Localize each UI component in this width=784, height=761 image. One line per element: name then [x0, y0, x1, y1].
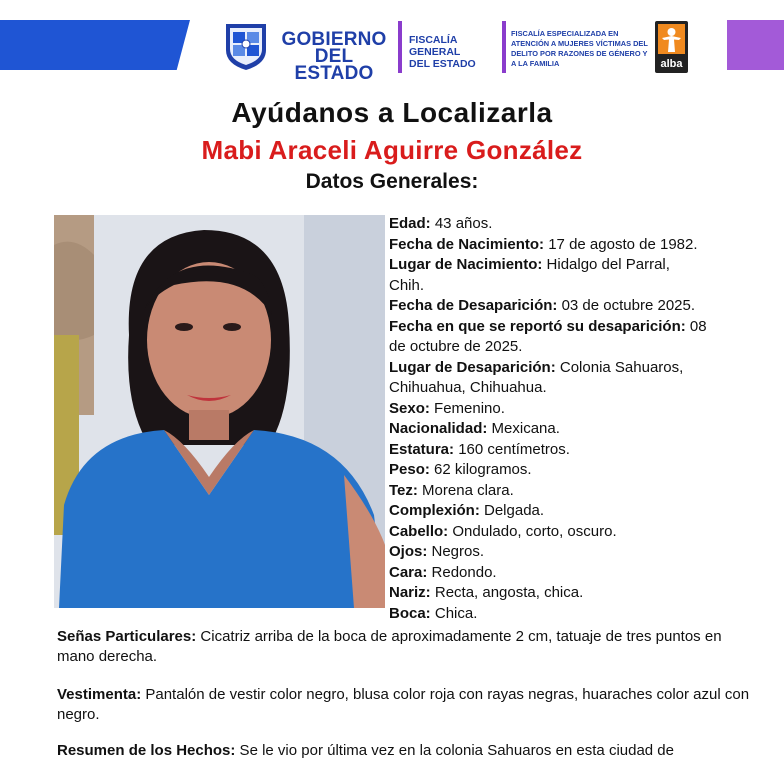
detail-lugar-desaparicion: Lugar de Desaparición: Colonia Sahuaros, Chihuahua, Chihuahua. — [389, 358, 684, 396]
header-blue-band — [0, 20, 190, 70]
section-title: Datos Generales: — [305, 170, 479, 193]
detail-fecha-reporte: Fecha en que se reportó su desaparición: 08 de octubre de 2025. — [389, 317, 707, 355]
gov-line-1: GOBIERNO — [281, 29, 387, 50]
vestimenta: Vestimenta: Pantalón de vestir color negro, blusa color roja con rayas negras, huaraches color azul con negro. — [57, 686, 750, 723]
detail-boca: Boca: Chica. — [389, 604, 478, 622]
detail-ojos: Ojos: Negros. — [389, 543, 485, 560]
detail-complexion: Complexión: Delgada. — [389, 502, 545, 519]
resumen-hechos: Resumen de los Hechos: Se le vio por última vez en la colonia Sahuaros en esta ciudad de — [57, 742, 674, 759]
detail-sexo: Sexo: Femenino. — [389, 399, 505, 417]
fiscalia-line-2: DEL ESTADO — [409, 58, 476, 70]
detail-fecha-desaparicion: Fecha de Desaparición: 03 de octubre 2025. — [389, 297, 696, 314]
fiscalia-general-logo — [409, 34, 497, 70]
general-data-list — [389, 214, 784, 624]
alba-logo — [655, 21, 688, 73]
detail-tez: Tez: Morena clara. — [389, 481, 514, 499]
gobierno-del-estado-logo — [277, 31, 391, 82]
gov-line-2: DEL ESTADO — [294, 46, 374, 84]
detail-lugar-nacimiento: Lugar de Nacimiento: Hidalgo del Parral, Chih. — [389, 256, 670, 294]
detail-edad: Edad: 43 años. — [389, 215, 493, 232]
page-title: Ayúdanos a Localizarla — [231, 97, 553, 128]
header-purple-band — [727, 20, 784, 70]
header-divider-1 — [398, 21, 402, 73]
detail-fecha-nacimiento: Fecha de Nacimiento: 17 de agosto de 1982. — [389, 235, 698, 253]
detail-nariz: Nariz: Recta, angosta, chica. — [389, 584, 584, 601]
detail-nacionalidad: Nacionalidad: Mexicana. — [389, 420, 560, 437]
senas-particulares: Señas Particulares: Cicatriz arriba de la boca de aproximadamente 2 cm, tatuaje de tres puntos en mano derecha. — [57, 628, 722, 665]
detail-peso: Peso: 62 kilogramos. — [389, 461, 532, 478]
fiscalia-especializada-text: FISCALÍA ESPECIALIZADA EN ATENCIÓN A MUJERES VÍCTIMAS DEL DELITO POR RAZONES DE GÉNERO Y A LA FAMILIA — [511, 29, 648, 68]
detail-estatura: Estatura: 160 centímetros. — [389, 440, 570, 458]
fiscalia-line-1: FISCALÍA GENERAL — [409, 34, 461, 58]
missing-person-name: Mabi Araceli Aguirre González — [201, 135, 583, 165]
detail-cabello: Cabello: Ondulado, corto, oscuro. — [389, 522, 617, 540]
alba-label: alba — [660, 58, 683, 70]
missing-person-photo — [54, 215, 385, 608]
state-shield-icon — [223, 20, 269, 72]
header-divider-2 — [502, 21, 506, 73]
alba-figure-icon — [658, 24, 685, 54]
detail-cara: Cara: Redondo. — [389, 563, 497, 581]
